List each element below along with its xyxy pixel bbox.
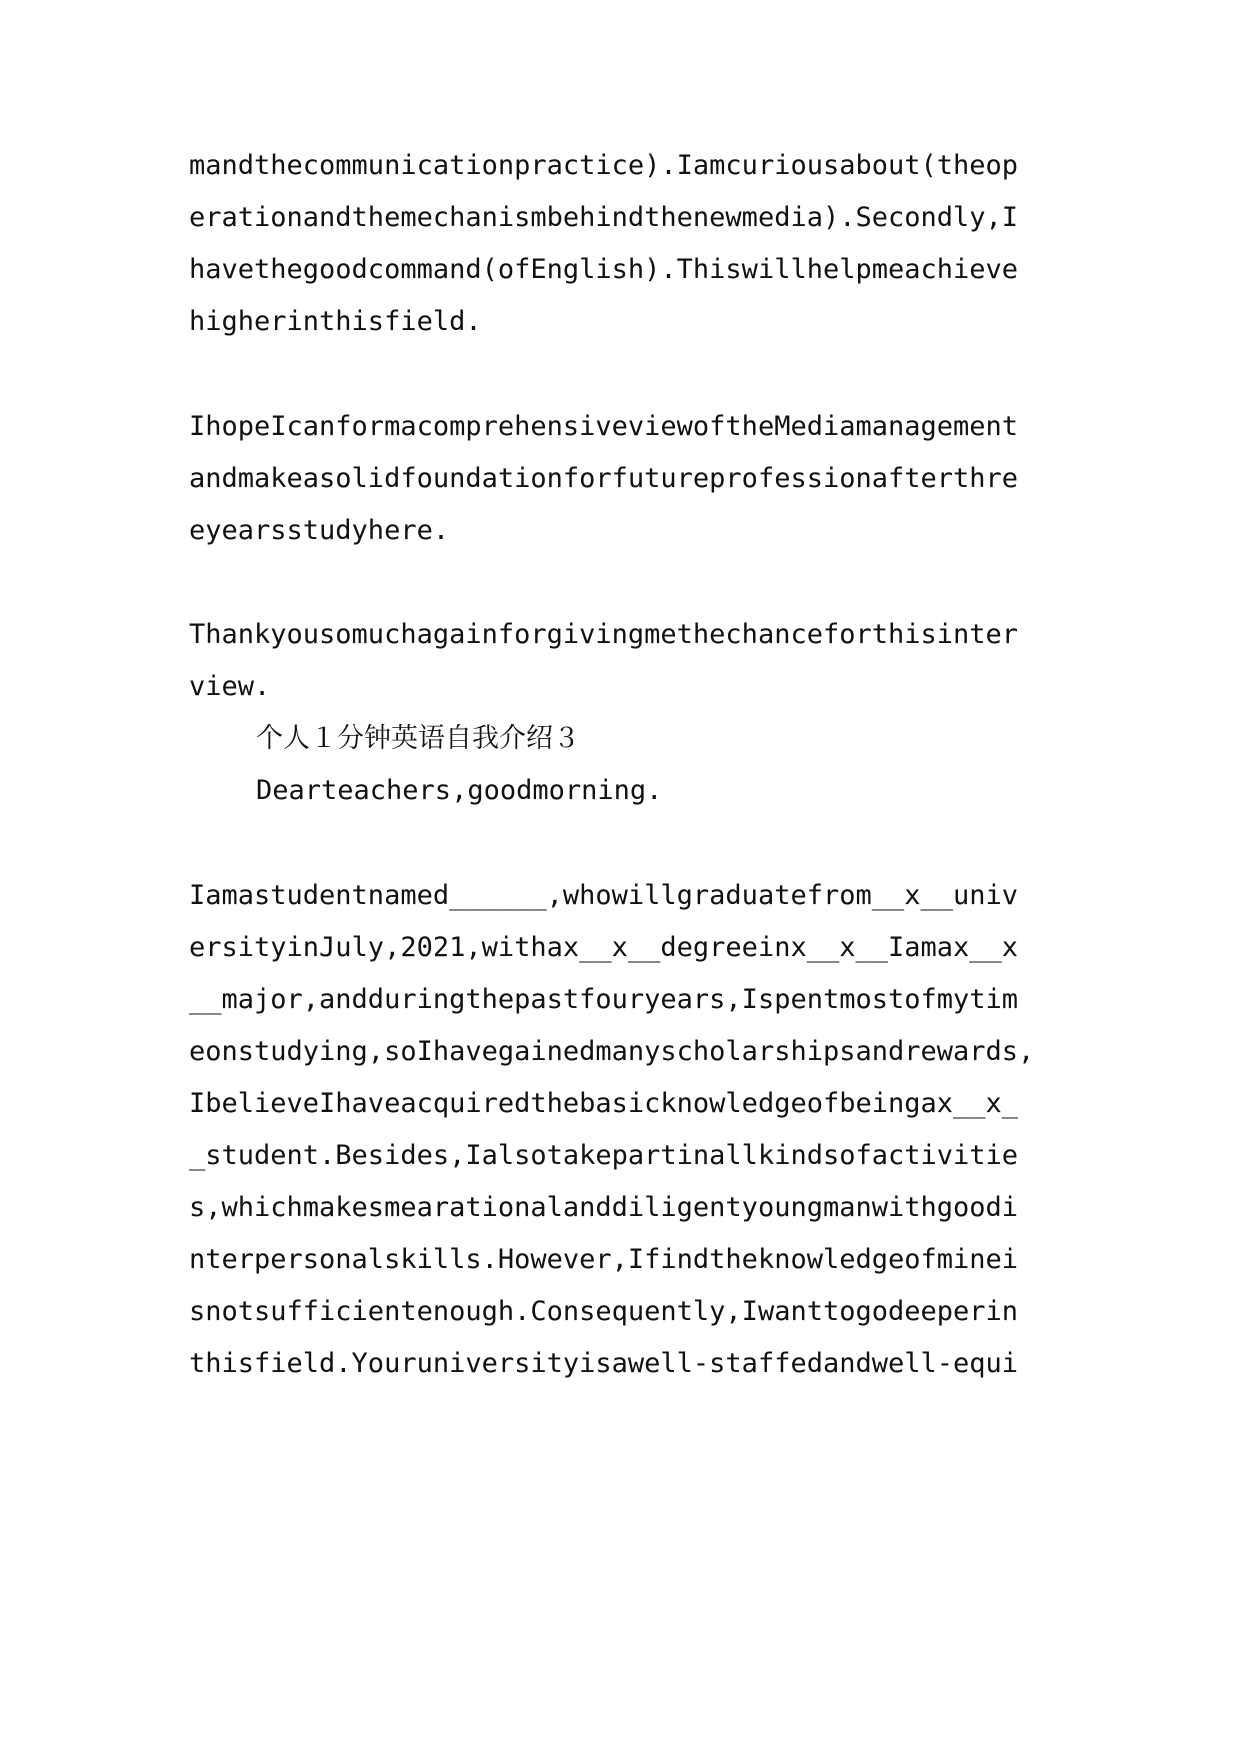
paragraph-1-line-1: mandthecommunicationpractice).Iamcuriousabout(theop [189,150,1019,181]
paragraph-4-line-10: thisfield.Youruniversityisawell-staffedandwell-equi [189,1348,1019,1379]
paragraph-4-line-8: nterpersonalskills.However,Ifindtheknowledgeofminei [189,1244,1019,1275]
paragraph-3-line-1: Thankyousomuchagainforgivingmethechanceforthisinter [189,619,1019,650]
paragraph-2-line-2: andmakeasolidfoundationforfutureprofessionafterthre [189,463,1019,494]
paragraph-2-line-1: IhopeIcanformacomprehensiveviewoftheMediamanagement [189,411,1019,442]
paragraph-2-line-3: eyearsstudyhere. [189,515,450,546]
paragraph-4-line-1: Iamastudentnamed______,whowillgraduatefrom__x__univ [189,880,1019,911]
paragraph-4-line-5: IbelieveIhaveacquiredthebasicknowledgeofbeingax__x_ [189,1088,1019,1119]
paragraph-4-line-4: eonstudying,soIhavegainedmanyscholarshipsandrewards, [189,1036,1035,1067]
paragraph-4-line-2: ersityinJuly,2021,withax__x__degreeinx__x__Iamax__x [189,932,1019,963]
greeting-line: Dearteachers,goodmorning. [256,775,663,806]
paragraph-4-line-6: _student.Besides,Ialsotakepartinallkindsofactivitie [189,1140,1019,1171]
paragraph-1-line-2: erationandthemechanismbehindthenewmedia).Secondly,I [189,202,1019,233]
paragraph-1-line-3: havethegoodcommand(ofEnglish).Thiswillhelpmeachieve [189,254,1019,285]
paragraph-4-line-7: s,whichmakesmearationalanddiligentyoungmanwithgoodi [189,1192,1019,1223]
section-heading: 个人１分钟英语自我介绍３ [256,723,580,754]
paragraph-1-line-4: higherinthisfield. [189,306,482,337]
paragraph-4-line-3: __major,andduringthepastfouryears,Ispentmostofmytim [189,984,1019,1015]
paragraph-3-line-2: view. [189,671,271,702]
paragraph-4-line-9: snotsufficientenough.Consequently,Iwanttogodeeperin [189,1296,1019,1327]
